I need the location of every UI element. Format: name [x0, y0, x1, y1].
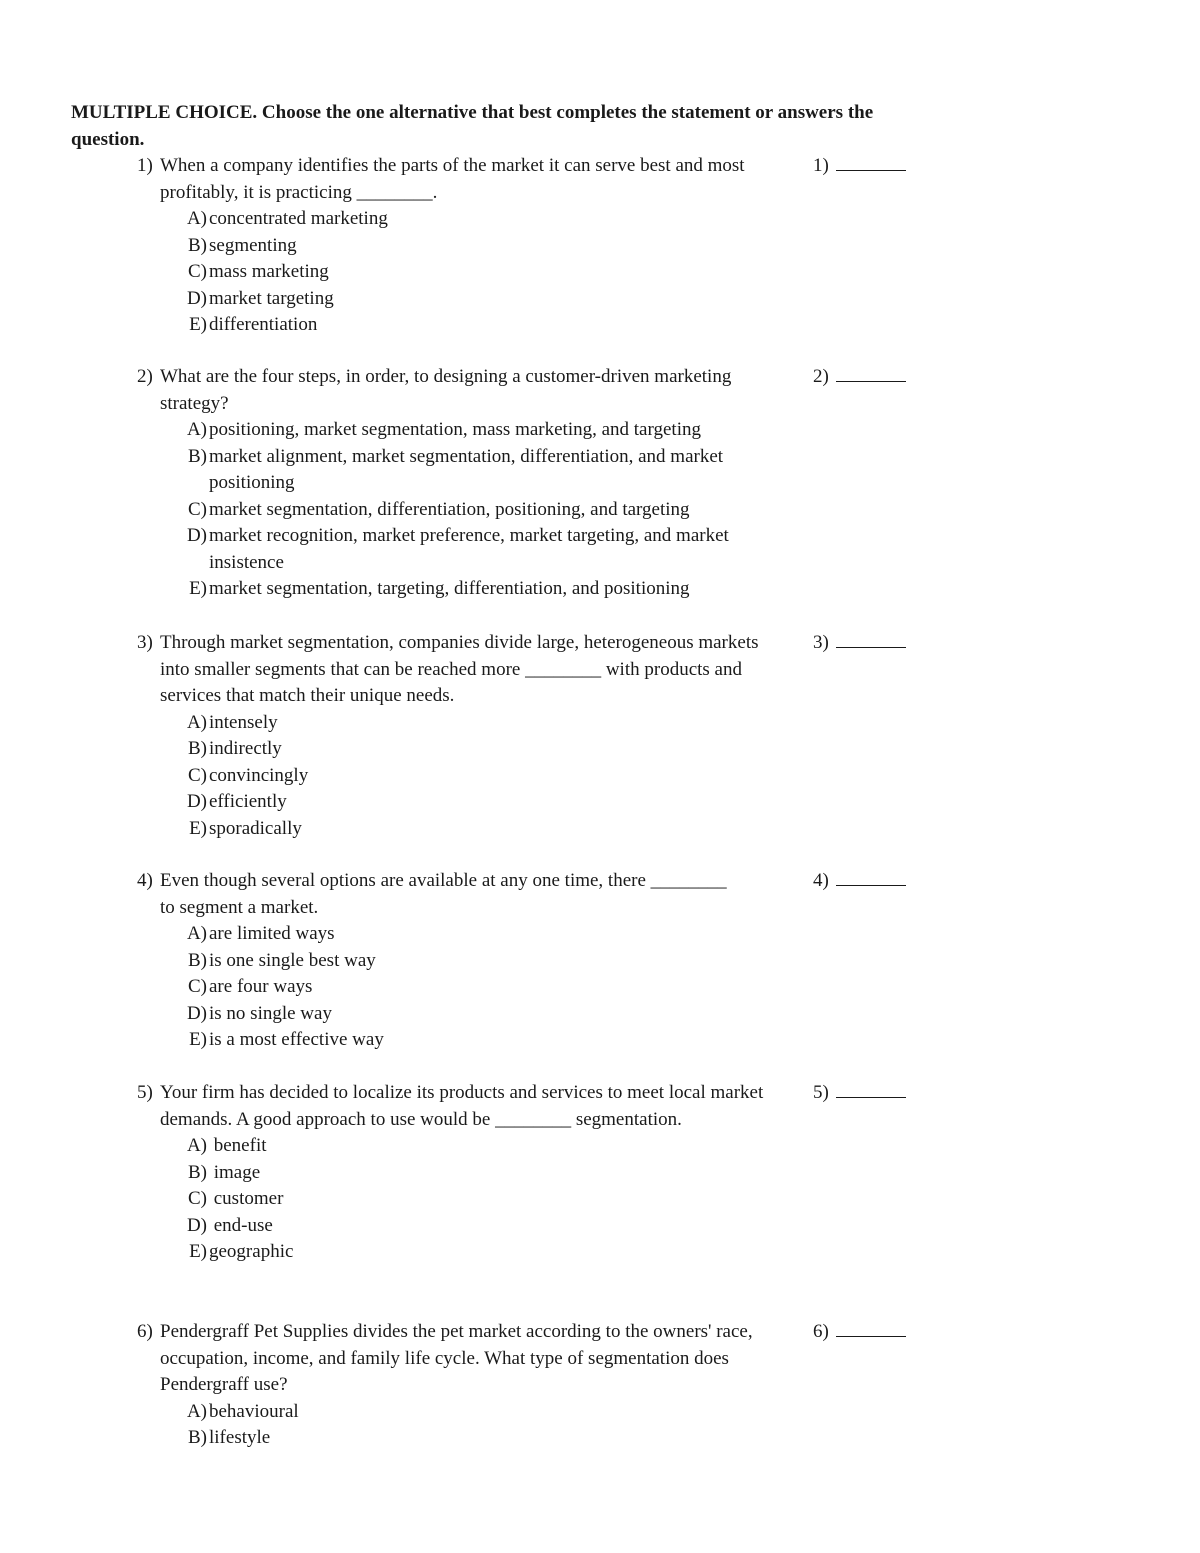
option-letter: A)	[186, 711, 207, 733]
option-letter: B)	[188, 234, 207, 256]
option-letter: D)	[186, 1002, 207, 1024]
answer-slot[interactable]	[813, 630, 906, 657]
option-d[interactable]	[183, 1001, 809, 1028]
option-letter: E)	[189, 578, 207, 599]
option-text: indirectly	[209, 738, 282, 759]
answer-slot[interactable]	[813, 153, 906, 180]
answer-slot[interactable]	[813, 868, 906, 895]
option-letter: A)	[186, 923, 207, 944]
option-e[interactable]	[183, 1027, 809, 1054]
option-text: market recognition, market preference, market targeting, and market insistence	[209, 525, 729, 573]
question-number: 2)	[137, 366, 153, 387]
option-text: are four ways	[209, 976, 313, 997]
options-list	[183, 1399, 937, 1452]
option-letter: E)	[189, 314, 207, 335]
answer-label: 4)	[813, 870, 829, 891]
option-c[interactable]	[183, 497, 809, 524]
option-a[interactable]	[183, 417, 809, 444]
option-letter: C)	[188, 764, 207, 786]
option-a[interactable]	[183, 710, 809, 737]
question-5	[137, 1080, 937, 1266]
option-a[interactable]	[183, 1399, 809, 1426]
option-text: concentrated marketing	[209, 208, 388, 229]
answer-label: 3)	[813, 632, 829, 653]
option-d[interactable]	[183, 1213, 809, 1240]
instructions-header: MULTIPLE CHOICE. Choose the one alternative that best completes the statement or answers the question.	[71, 102, 874, 150]
option-letter: A)	[186, 419, 207, 440]
answer-label: 6)	[813, 1321, 829, 1342]
options-list	[183, 206, 937, 339]
option-text: benefit	[209, 1135, 267, 1156]
question-text: Even though several options are available at any one time, there ________ to segment a market.	[160, 870, 727, 918]
question-4	[137, 868, 937, 1054]
option-text: customer	[209, 1188, 284, 1209]
option-letter: B)	[188, 1427, 207, 1448]
option-a[interactable]	[183, 206, 809, 233]
option-letter: A)	[186, 1135, 207, 1156]
option-text: convincingly	[209, 764, 309, 786]
options-list	[183, 921, 937, 1054]
option-letter: C)	[188, 1188, 207, 1209]
option-text: market segmentation, targeting, differentiation, and positioning	[209, 578, 690, 599]
option-text: differentiation	[209, 314, 318, 335]
option-e[interactable]	[183, 312, 809, 339]
option-letter: B)	[188, 738, 207, 759]
question-2	[137, 364, 937, 603]
option-letter: B)	[188, 1161, 207, 1183]
option-a[interactable]	[183, 1133, 809, 1160]
option-letter: C)	[188, 498, 207, 520]
answer-label: 2)	[813, 366, 829, 387]
option-b[interactable]	[183, 1425, 809, 1452]
option-letter: C)	[188, 976, 207, 997]
option-c[interactable]	[183, 259, 809, 286]
option-b[interactable]	[183, 948, 809, 975]
option-letter: D)	[186, 525, 207, 546]
answer-label: 5)	[813, 1082, 829, 1103]
question-number: 4)	[137, 870, 153, 891]
option-letter: B)	[188, 949, 207, 971]
question-text: What are the four steps, in order, to designing a customer-driven marketing strategy?	[160, 366, 732, 414]
option-text: geographic	[209, 1241, 294, 1262]
option-letter: E)	[189, 1241, 207, 1262]
option-b[interactable]	[183, 736, 809, 763]
option-c[interactable]	[183, 763, 809, 790]
answer-slot[interactable]	[813, 1080, 906, 1107]
answer-slot[interactable]	[813, 364, 906, 391]
options-list	[183, 710, 937, 843]
question-number: 5)	[137, 1082, 153, 1103]
option-letter: A)	[186, 1400, 207, 1422]
option-letter: D)	[186, 791, 207, 812]
question-text: Through market segmentation, companies divide large, heterogeneous markets into smaller segments that can be reached more ________ with products and services that match their unique needs.	[160, 632, 759, 706]
option-d[interactable]	[183, 523, 769, 576]
option-text: end-use	[209, 1214, 273, 1236]
answer-slot[interactable]	[813, 1319, 906, 1346]
option-b[interactable]	[183, 1160, 809, 1187]
question-number: 3)	[137, 632, 153, 653]
option-c[interactable]	[183, 1186, 809, 1213]
answer-blank[interactable]	[836, 630, 906, 648]
answer-blank[interactable]	[836, 1319, 906, 1337]
option-d[interactable]	[183, 286, 809, 313]
option-e[interactable]	[183, 576, 809, 603]
option-c[interactable]	[183, 974, 809, 1001]
question-6	[137, 1319, 937, 1452]
option-text: sporadically	[209, 817, 302, 839]
answer-label: 1)	[813, 155, 829, 176]
option-text: segmenting	[209, 234, 297, 256]
option-letter: E)	[189, 817, 207, 839]
option-text: are limited ways	[209, 923, 335, 944]
option-b[interactable]	[183, 233, 809, 260]
option-text: image	[209, 1161, 261, 1183]
question-1	[137, 153, 937, 339]
option-d[interactable]	[183, 789, 809, 816]
option-letter: A)	[186, 208, 207, 229]
options-list	[183, 1133, 937, 1266]
question-text: Your firm has decided to localize its products and services to meet local market demands. A good approach to use would be ________ segmentation.	[160, 1082, 764, 1130]
answer-blank[interactable]	[836, 153, 906, 171]
option-text: intensely	[209, 711, 278, 733]
option-text: lifestyle	[209, 1427, 271, 1448]
option-text: market segmentation, differentiation, positioning, and targeting	[209, 498, 690, 520]
question-3	[137, 630, 937, 842]
option-a[interactable]	[183, 921, 809, 948]
option-text: behavioural	[209, 1400, 299, 1422]
options-list	[183, 417, 937, 603]
option-text: is a most effective way	[209, 1029, 384, 1050]
option-e[interactable]	[183, 816, 809, 843]
option-letter: D)	[186, 287, 207, 309]
option-letter: E)	[189, 1029, 207, 1050]
option-text: is one single best way	[209, 949, 376, 971]
option-text: market alignment, market segmentation, differentiation, and market positioning	[209, 445, 724, 493]
option-text: market targeting	[209, 287, 334, 309]
answer-blank[interactable]	[836, 1080, 906, 1098]
question-number: 1)	[137, 155, 153, 176]
answer-blank[interactable]	[836, 868, 906, 886]
question-text: When a company identifies the parts of the market it can serve best and most profitably, it is practicing ________.	[160, 155, 745, 203]
option-text: is no single way	[209, 1002, 332, 1024]
option-text: mass marketing	[209, 261, 329, 282]
answer-blank[interactable]	[836, 364, 906, 382]
option-e[interactable]	[183, 1239, 809, 1266]
option-text: efficiently	[209, 791, 287, 812]
question-text: Pendergraff Pet Supplies divides the pet market according to the owners' race, occupation, income, and family life cycle. What type of segmentation does Pendergraff use?	[160, 1321, 753, 1395]
option-text: positioning, market segmentation, mass marketing, and targeting	[209, 419, 701, 440]
option-b[interactable]	[183, 444, 769, 497]
option-letter: C)	[188, 261, 207, 282]
option-letter: D)	[186, 1214, 207, 1236]
option-letter: B)	[188, 445, 207, 467]
question-number: 6)	[137, 1321, 153, 1342]
